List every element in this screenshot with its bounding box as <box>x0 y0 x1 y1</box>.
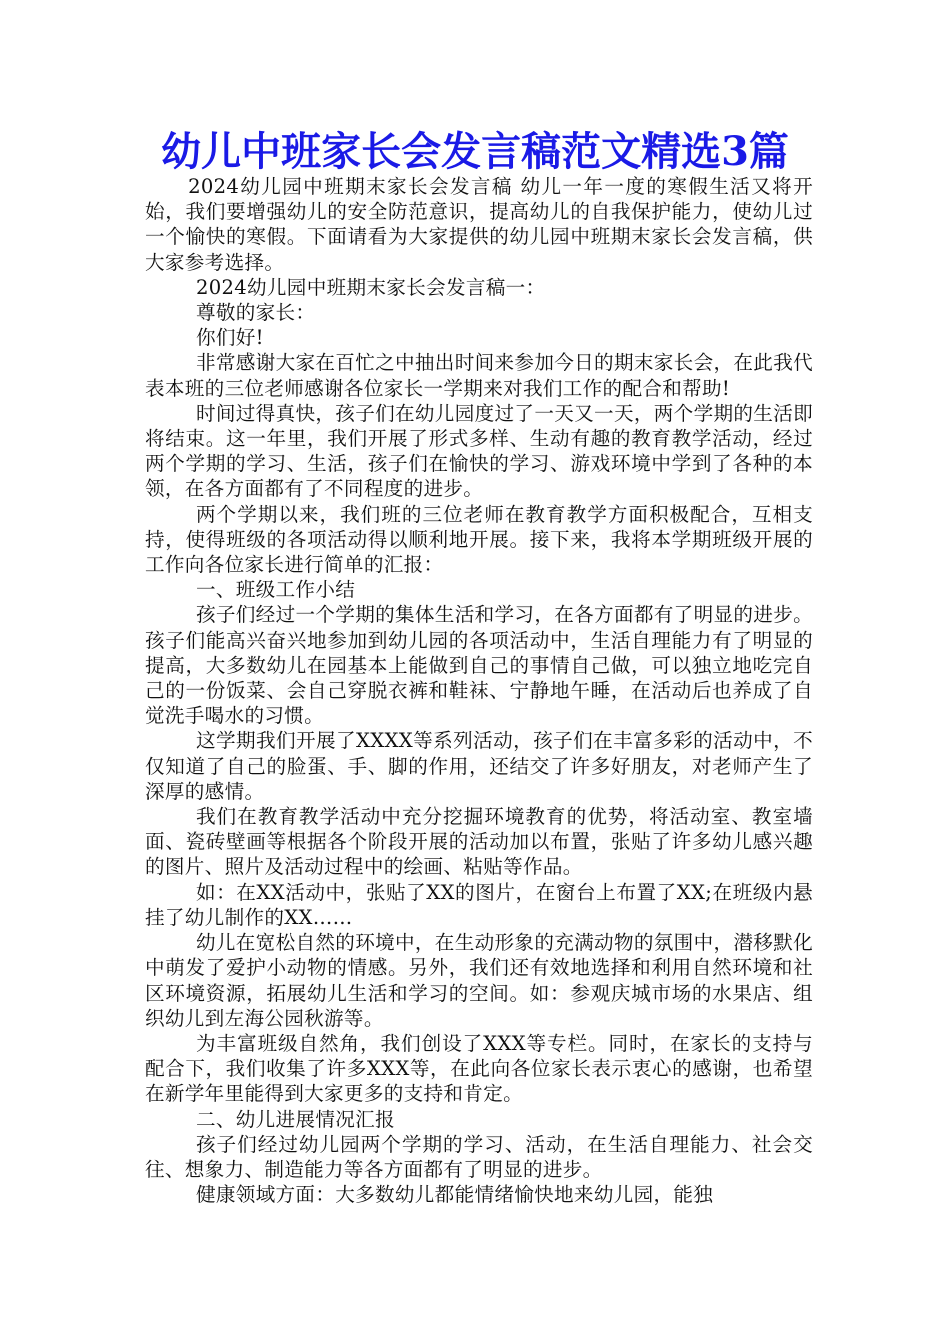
body-paragraph: 这学期我们开展了XXXX等系列活动，孩子们在丰富多彩的活动中，不仅知道了自己的脸蛋、手、脚的作用，还结交了许多好朋友，对老师产生了深厚的感情。 <box>145 729 813 803</box>
section-heading: 二、幼儿进展情况汇报 <box>195 1107 395 1131</box>
intro-paragraph: 2024幼儿园中班期末家长会发言稿 幼儿一年一度的寒假生活又将开始，我们要增强幼儿的安全防范意识，提高幼儿的自我保护能力，使幼儿过一个愉快的寒假。下面请看为大家提供的幼儿园中班期末家长会发言稿，供大家参考选择。 <box>145 175 813 274</box>
body-paragraph: 时间过得真快，孩子们在幼儿园度过了一天又一天，两个学期的生活即将结束。这一年里，我们开展了形式多样、生动有趣的教育教学活动，经过两个学期的学习、生活，孩子们在愉快的学习、游戏环境中学到了各种的本领，在各方面都有了不同程度的进步。 <box>145 401 813 501</box>
document-body <box>145 174 813 1207</box>
body-paragraph: 我们在教育教学活动中充分挖掘环境教育的优势，将活动室、教室墙面、瓷砖壁画等根据各个阶段开展的活动加以布置，张贴了许多幼儿感兴趣的图片、照片及活动过程中的绘画、粘贴等作品。 <box>145 805 813 879</box>
body-paragraph: 两个学期以来，我们班的三位老师在教育教学方面积极配合，互相支持，使得班级的各项活动得以顺利地开展。接下来，我将本学期班级开展的工作向各位家长进行简单的汇报： <box>145 502 813 577</box>
section-heading: 一、班级工作小结 <box>195 578 356 602</box>
body-paragraph: 孩子们经过一个学期的集体生活和学习，在各方面都有了明显的进步。孩子们能高兴奋兴地参加到幼儿园的各项活动中，生活自理能力有了明显的提高，大多数幼儿在园基本上能做到自己的事情自己做，可以独立地吃完自己的一份饭菜、会自己穿脱衣裤和鞋袜、宁静地午睡，在活动后也养成了自觉洗手喝水的习惯。 <box>145 603 813 728</box>
salutation: 尊敬的家长： <box>195 301 316 325</box>
body-paragraph: 如：在XX活动中，张贴了XX的图片，在窗台上布置了XX;在班级内悬挂了幼儿制作的XX…… <box>145 880 813 929</box>
document-title: 幼儿中班家长会发言稿范文精选3篇 <box>161 128 789 175</box>
body-paragraph: 健康领域方面：大多数幼儿都能情绪愉快地来幼儿园，能独 <box>195 1183 714 1207</box>
body-paragraph: 非常感谢大家在百忙之中抽出时间来参加今日的期末家长会，在此我代表本班的三位老师感谢各位家长一学期来对我们工作的配合和帮助! <box>145 351 813 400</box>
speech-heading: 2024幼儿园中班期末家长会发言稿一： <box>195 275 546 299</box>
body-paragraph: 为丰富班级自然角，我们创设了XXX等专栏。同时，在家长的支持与配合下，我们收集了许多XXX等，在此向各位家长表示衷心的感谢，也希望在新学年里能得到大家更多的支持和肯定。 <box>145 1031 813 1106</box>
body-paragraph: 孩子们经过幼儿园两个学期的学习、活动，在生活自理能力、社会交往、想象力、制造能力等各方面都有了明显的进步。 <box>145 1132 813 1181</box>
body-paragraph: 幼儿在宽松自然的环境中，在生动形象的充满动物的氛围中，潜移默化中萌发了爱护小动物的情感。另外，我们还有效地选择和利用自然环境和社区环境资源，拓展幼儿生活和学习的空间。如：参观庆城市场的水果店、组织幼儿到左海公园秋游等。 <box>145 931 813 1030</box>
greeting: 你们好! <box>195 326 264 350</box>
